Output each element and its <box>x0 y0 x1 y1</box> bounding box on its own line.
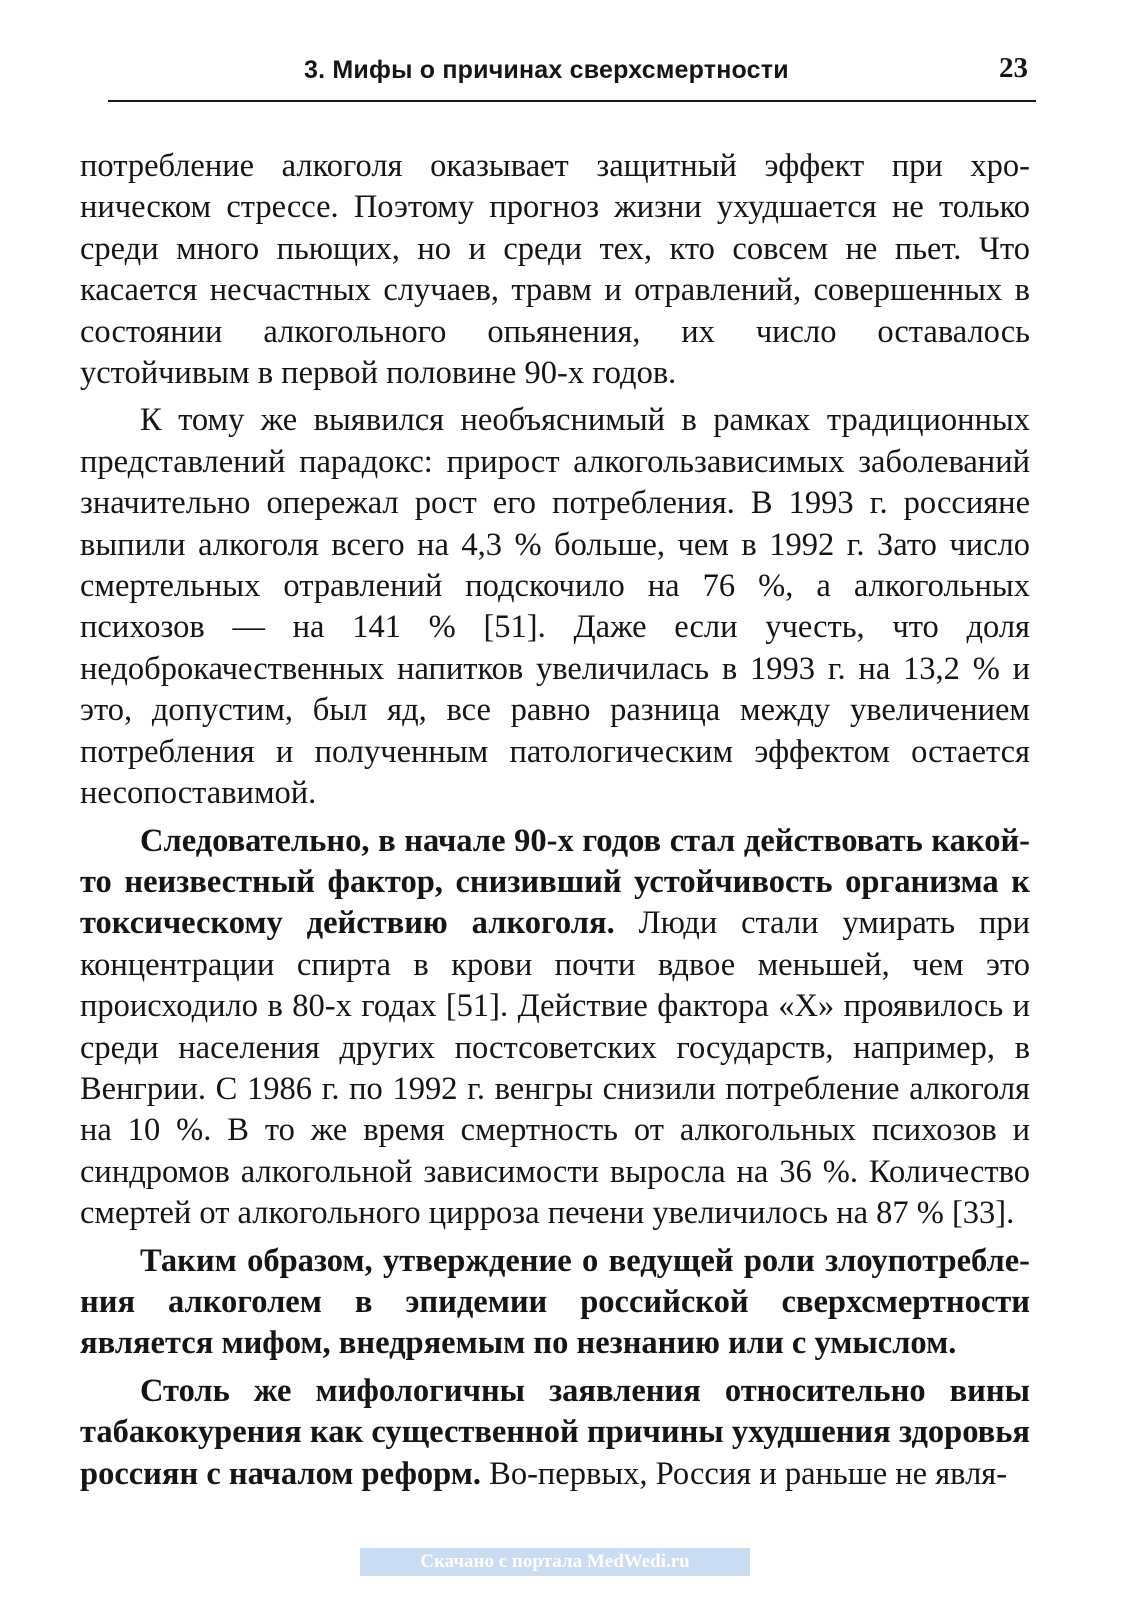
paragraph-text: Во-первых, Россия и раньше не явля- <box>481 1455 1008 1492</box>
paragraph-5 <box>80 1371 1030 1495</box>
paragraph-2 <box>80 400 1030 814</box>
chapter-title: 3. Мифы о причинах сверхсмертности <box>304 56 789 84</box>
running-header <box>108 52 1036 102</box>
paragraph-1 <box>80 146 1030 394</box>
paragraph-text: потребление алкоголя оказывает защитный эффект при хроническом стрессе. Поэтому прогноз жизни ухудшается не только среди много пьющих, но и среди тех, кто совсем не пьет. Что касается несчастных случаев, травм и отравлений, совершенных в состоянии алкогольного опьянения, их число оставалось устойчивым в первой половине 90-х годов. <box>80 148 1030 392</box>
paragraph-bold: Таким образом, утверждение о ведущей роли злоупотребления алкоголем в эпидемии российской сверхсмертности является мифом, внедряемым по незнанию или с умыслом. <box>80 1242 1030 1362</box>
paragraph-text: Люди стали умирать при концентрации спирта в крови почти вдвое меньшей, чем это происходило в 80-х годах [51]. Действие фактора «Х» проявилось и среди населения других постсоветских государств, например, в Венгрии. С 1986 г. по 1992 г. венгры снизили потребление алкоголя на 10 %. В то же время смертность от алкогольных психозов и синдромов алкогольной зависимости выросла на 36 %. Количество смертей от алкогольного цирроза печени увеличилось на 87 % [33]. <box>80 905 1030 1232</box>
paragraph-3 <box>80 821 1030 1235</box>
page-number: 23 <box>999 52 1028 84</box>
paragraph-4 <box>80 1241 1030 1365</box>
paragraph-bold: Следовательно, в начале 90-х годов стал действовать какой-то неизвестный фактор, снизивший устойчивость организма к токсическому действию алкоголя. <box>80 822 1030 942</box>
body-text <box>80 146 1030 1495</box>
watermark-banner[interactable]: Скачано с портала MedWedi.ru <box>360 1548 750 1576</box>
paragraph-text: К тому же выявился необъяснимый в рамках традиционных представлений парадокс: прирост алкогользависимых заболеваний значительно опережал рост его потребления. В 1993 г. россияне выпили алкоголя всего на 4,3 % больше, чем в 1992 г. Зато число смертельных отравлений подскочило на 76 %, а алкогольных психозов — на 141 % [51]. Даже если учесть, что доля недоброкачественных напитков увеличилась в 1993 г. на 13,2 % и это, допустим, был яд, все равно разница между увеличением потребления и полученным патологическим эффектом остается несопоставимой. <box>80 402 1030 812</box>
paragraph-bold: Столь же мифологичны заявления относительно вины табакокурения как существенной причины ухудшения здоровья россиян с началом реформ. <box>80 1372 1030 1492</box>
